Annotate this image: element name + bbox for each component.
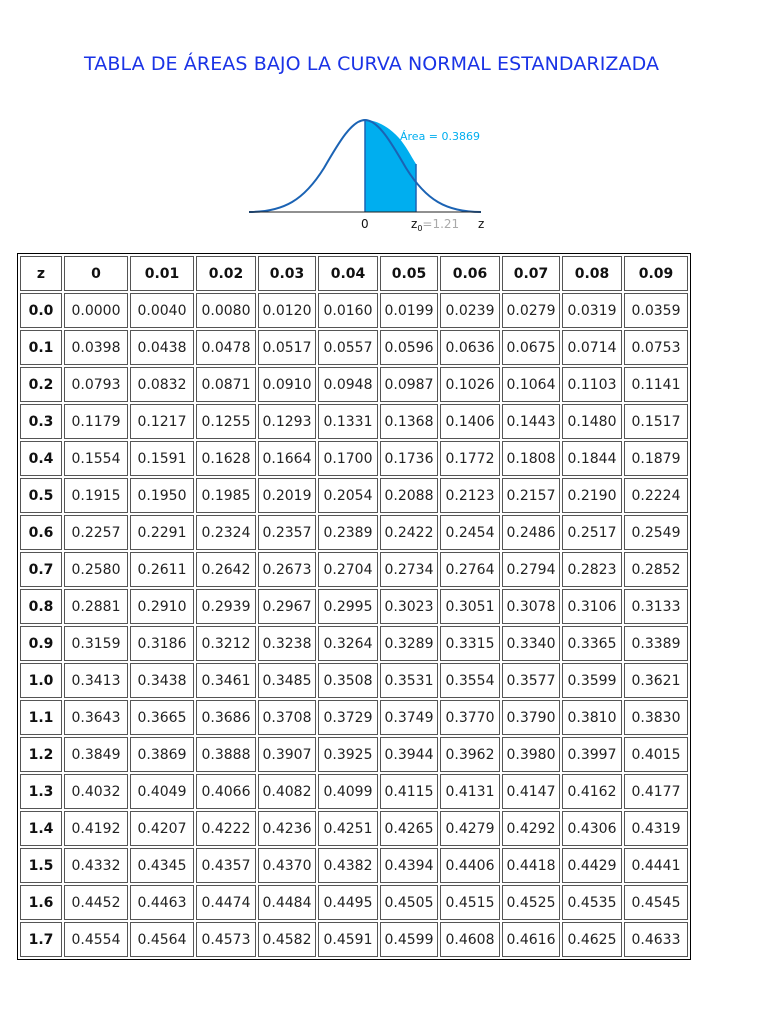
table-cell: 0.0438: [130, 330, 194, 365]
table-cell: 0.1554: [64, 441, 128, 476]
table-cell: 0.0080: [196, 293, 256, 328]
table-cell: 0.4319: [624, 811, 688, 846]
table-row: [20, 774, 688, 809]
row-z-value: 0.6: [20, 515, 62, 550]
table-cell: 0.1591: [130, 441, 194, 476]
row-z-value: 1.3: [20, 774, 62, 809]
table-cell: 0.4625: [562, 922, 622, 957]
table-cell: 0.2123: [440, 478, 500, 513]
table-cell: 0.4554: [64, 922, 128, 957]
table-cell: 0.1985: [196, 478, 256, 513]
column-header: 0.02: [196, 256, 256, 291]
row-z-value: 0.7: [20, 552, 62, 587]
table-cell: 0.3389: [624, 626, 688, 661]
table-cell: 0.3159: [64, 626, 128, 661]
table-cell: 0.1217: [130, 404, 194, 439]
table-cell: 0.2454: [440, 515, 500, 550]
table-cell: 0.2611: [130, 552, 194, 587]
table-cell: 0.1064: [502, 367, 560, 402]
table-cell: 0.3264: [318, 626, 378, 661]
z0-subscript: 0: [417, 224, 423, 233]
table-cell: 0.4357: [196, 848, 256, 883]
table-cell: 0.4049: [130, 774, 194, 809]
table-cell: 0.4564: [130, 922, 194, 957]
table-cell: 0.4115: [380, 774, 438, 809]
table-cell: 0.3340: [502, 626, 560, 661]
table-cell: 0.4382: [318, 848, 378, 883]
table-cell: 0.0793: [64, 367, 128, 402]
table-cell: 0.4236: [258, 811, 316, 846]
table-row: [20, 478, 688, 513]
row-z-value: 1.6: [20, 885, 62, 920]
table-cell: 0.4082: [258, 774, 316, 809]
table-cell: 0.4452: [64, 885, 128, 920]
table-cell: 0.0359: [624, 293, 688, 328]
table-cell: 0.3790: [502, 700, 560, 735]
table-cell: 0.0279: [502, 293, 560, 328]
column-header: z: [20, 256, 62, 291]
table-body: [20, 293, 688, 957]
table-cell: 0.3238: [258, 626, 316, 661]
table-cell: 0.2257: [64, 515, 128, 550]
table-cell: 0.3599: [562, 663, 622, 698]
table-cell: 0.4474: [196, 885, 256, 920]
table-cell: 0.1026: [440, 367, 500, 402]
table-cell: 0.0557: [318, 330, 378, 365]
table-cell: 0.3869: [130, 737, 194, 772]
table-cell: 0.2422: [380, 515, 438, 550]
row-z-value: 0.8: [20, 589, 62, 624]
table-cell: 0.2190: [562, 478, 622, 513]
column-header: 0.09: [624, 256, 688, 291]
table-cell: 0.2324: [196, 515, 256, 550]
table-cell: 0.3554: [440, 663, 500, 698]
table-cell: 0.4573: [196, 922, 256, 957]
row-z-value: 0.9: [20, 626, 62, 661]
table-cell: 0.2291: [130, 515, 194, 550]
table-cell: 0.3770: [440, 700, 500, 735]
table-cell: 0.1664: [258, 441, 316, 476]
table-cell: 0.2088: [380, 478, 438, 513]
table-cell: 0.4394: [380, 848, 438, 883]
table-cell: 0.3907: [258, 737, 316, 772]
table-cell: 0.3962: [440, 737, 500, 772]
table-cell: 0.4177: [624, 774, 688, 809]
table-cell: 0.4207: [130, 811, 194, 846]
table-cell: 0.2054: [318, 478, 378, 513]
table-cell: 0.4162: [562, 774, 622, 809]
table-cell: 0.3621: [624, 663, 688, 698]
table-cell: 0.2967: [258, 589, 316, 624]
column-header: 0: [64, 256, 128, 291]
table-cell: 0.3106: [562, 589, 622, 624]
column-header: 0.01: [130, 256, 194, 291]
table-row: [20, 885, 688, 920]
table-cell: 0.3413: [64, 663, 128, 698]
table-cell: 0.4306: [562, 811, 622, 846]
row-z-value: 1.2: [20, 737, 62, 772]
row-z-value: 0.0: [20, 293, 62, 328]
table-row: [20, 922, 688, 957]
row-z-value: 1.7: [20, 922, 62, 957]
table-cell: 0.1331: [318, 404, 378, 439]
table-row: [20, 515, 688, 550]
table-cell: 0.3888: [196, 737, 256, 772]
table-cell: 0.1700: [318, 441, 378, 476]
table-cell: 0.2823: [562, 552, 622, 587]
table-cell: 0.0910: [258, 367, 316, 402]
z0-symbol: z: [411, 217, 418, 231]
table-cell: 0.2549: [624, 515, 688, 550]
table-cell: 0.3078: [502, 589, 560, 624]
table-cell: 0.4441: [624, 848, 688, 883]
table-cell: 0.4370: [258, 848, 316, 883]
column-header: 0.04: [318, 256, 378, 291]
table-cell: 0.2995: [318, 589, 378, 624]
table-cell: 0.3749: [380, 700, 438, 735]
table-cell: 0.3686: [196, 700, 256, 735]
table-cell: 0.3461: [196, 663, 256, 698]
table-cell: 0.3830: [624, 700, 688, 735]
table-row: [20, 330, 688, 365]
table-cell: 0.3133: [624, 589, 688, 624]
table-cell: 0.3665: [130, 700, 194, 735]
row-z-value: 0.2: [20, 367, 62, 402]
table-cell: 0.3810: [562, 700, 622, 735]
table-cell: 0.0239: [440, 293, 500, 328]
table-cell: 0.3925: [318, 737, 378, 772]
table-cell: 0.4608: [440, 922, 500, 957]
table-cell: 0.4279: [440, 811, 500, 846]
table-cell: 0.3485: [258, 663, 316, 698]
table-cell: 0.0319: [562, 293, 622, 328]
table-cell: 0.3508: [318, 663, 378, 698]
table-cell: 0.4495: [318, 885, 378, 920]
table-cell: 0.4545: [624, 885, 688, 920]
table-cell: 0.0199: [380, 293, 438, 328]
table-cell: 0.2486: [502, 515, 560, 550]
table-cell: 0.2910: [130, 589, 194, 624]
table-cell: 0.3944: [380, 737, 438, 772]
table-cell: 0.0398: [64, 330, 128, 365]
table-cell: 0.4099: [318, 774, 378, 809]
table-cell: 0.4332: [64, 848, 128, 883]
row-z-value: 0.4: [20, 441, 62, 476]
table-cell: 0.1480: [562, 404, 622, 439]
row-z-value: 0.5: [20, 478, 62, 513]
table-cell: 0.1255: [196, 404, 256, 439]
table-cell: 0.3643: [64, 700, 128, 735]
table-cell: 0.4015: [624, 737, 688, 772]
table-cell: 0.0871: [196, 367, 256, 402]
table-cell: 0.3577: [502, 663, 560, 698]
column-header: 0.07: [502, 256, 560, 291]
table-cell: 0.0675: [502, 330, 560, 365]
table-cell: 0.2764: [440, 552, 500, 587]
table-cell: 0.2881: [64, 589, 128, 624]
table-cell: 0.3729: [318, 700, 378, 735]
table-cell: 0.4484: [258, 885, 316, 920]
table-row: [20, 589, 688, 624]
table-cell: 0.3708: [258, 700, 316, 735]
table-cell: 0.4505: [380, 885, 438, 920]
table-cell: 0.4345: [130, 848, 194, 883]
table-cell: 0.1736: [380, 441, 438, 476]
table-cell: 0.0040: [130, 293, 194, 328]
table-cell: 0.1879: [624, 441, 688, 476]
table-cell: 0.4535: [562, 885, 622, 920]
header-row: [20, 256, 688, 291]
table-cell: 0.1179: [64, 404, 128, 439]
zero-label: 0: [361, 217, 369, 231]
table-cell: 0.1808: [502, 441, 560, 476]
table-cell: 0.4251: [318, 811, 378, 846]
table-cell: 0.4406: [440, 848, 500, 883]
table-cell: 0.2704: [318, 552, 378, 587]
table-cell: 0.3212: [196, 626, 256, 661]
table-cell: 0.0120: [258, 293, 316, 328]
table-cell: 0.1368: [380, 404, 438, 439]
table-cell: 0.4292: [502, 811, 560, 846]
z-table-container: [17, 253, 691, 960]
table-cell: 0.2019: [258, 478, 316, 513]
table-cell: 0.1443: [502, 404, 560, 439]
table-cell: 0.0517: [258, 330, 316, 365]
table-cell: 0.4222: [196, 811, 256, 846]
table-cell: 0.0000: [64, 293, 128, 328]
table-row: [20, 404, 688, 439]
table-cell: 0.4265: [380, 811, 438, 846]
table-cell: 0.0596: [380, 330, 438, 365]
table-cell: 0.4131: [440, 774, 500, 809]
table-cell: 0.4463: [130, 885, 194, 920]
z0-equals: =: [422, 217, 433, 231]
normal-curve-figure: [244, 108, 504, 238]
table-cell: 0.2389: [318, 515, 378, 550]
table-cell: 0.0753: [624, 330, 688, 365]
table-cell: 0.4633: [624, 922, 688, 957]
row-z-value: 0.1: [20, 330, 62, 365]
z0-value: 1.21: [432, 217, 460, 231]
table-cell: 0.2939: [196, 589, 256, 624]
table-cell: 0.4599: [380, 922, 438, 957]
area-label: Área = 0.3869: [400, 130, 481, 143]
table-cell: 0.1772: [440, 441, 500, 476]
table-row: [20, 848, 688, 883]
table-cell: 0.2357: [258, 515, 316, 550]
table-cell: 0.2734: [380, 552, 438, 587]
table-cell: 0.4066: [196, 774, 256, 809]
table-cell: 0.3186: [130, 626, 194, 661]
table-cell: 0.4192: [64, 811, 128, 846]
table-cell: 0.4515: [440, 885, 500, 920]
table-cell: 0.1517: [624, 404, 688, 439]
table-cell: 0.0478: [196, 330, 256, 365]
table-cell: 0.4525: [502, 885, 560, 920]
table-cell: 0.3365: [562, 626, 622, 661]
table-cell: 0.3980: [502, 737, 560, 772]
table-cell: 0.0160: [318, 293, 378, 328]
table-cell: 0.3997: [562, 737, 622, 772]
table-cell: 0.1103: [562, 367, 622, 402]
table-cell: 0.3315: [440, 626, 500, 661]
table-cell: 0.1915: [64, 478, 128, 513]
z-axis-label: z: [478, 217, 485, 231]
column-header: 0.06: [440, 256, 500, 291]
column-header: 0.08: [562, 256, 622, 291]
table-cell: 0.2580: [64, 552, 128, 587]
table-cell: 0.0948: [318, 367, 378, 402]
table-cell: 0.2517: [562, 515, 622, 550]
table-cell: 0.2852: [624, 552, 688, 587]
table-cell: 0.1950: [130, 478, 194, 513]
table-cell: 0.4591: [318, 922, 378, 957]
table-cell: 0.2642: [196, 552, 256, 587]
table-cell: 0.4582: [258, 922, 316, 957]
table-cell: 0.3531: [380, 663, 438, 698]
table-cell: 0.1141: [624, 367, 688, 402]
table-cell: 0.2673: [258, 552, 316, 587]
table-cell: 0.1293: [258, 404, 316, 439]
table-row: [20, 663, 688, 698]
row-z-value: 0.3: [20, 404, 62, 439]
table-cell: 0.3289: [380, 626, 438, 661]
row-z-value: 1.1: [20, 700, 62, 735]
table-row: [20, 626, 688, 661]
column-header: 0.05: [380, 256, 438, 291]
page-title: TABLA DE ÁREAS BAJO LA CURVA NORMAL ESTANDARIZADA: [84, 53, 660, 75]
table-cell: 0.4032: [64, 774, 128, 809]
table-cell: 0.0714: [562, 330, 622, 365]
table-cell: 0.3051: [440, 589, 500, 624]
table-cell: 0.3849: [64, 737, 128, 772]
table-cell: 0.0832: [130, 367, 194, 402]
table-cell: 0.2794: [502, 552, 560, 587]
z-table: [18, 254, 690, 959]
row-z-value: 1.5: [20, 848, 62, 883]
table-cell: 0.0636: [440, 330, 500, 365]
table-cell: 0.0987: [380, 367, 438, 402]
table-cell: 0.1406: [440, 404, 500, 439]
table-cell: 0.4147: [502, 774, 560, 809]
z0-label: [411, 217, 459, 233]
table-cell: 0.4418: [502, 848, 560, 883]
table-row: [20, 737, 688, 772]
column-header: 0.03: [258, 256, 316, 291]
table-cell: 0.1628: [196, 441, 256, 476]
table-cell: 0.4429: [562, 848, 622, 883]
table-cell: 0.3023: [380, 589, 438, 624]
table-row: [20, 811, 688, 846]
row-z-value: 1.0: [20, 663, 62, 698]
table-row: [20, 293, 688, 328]
table-cell: 0.2157: [502, 478, 560, 513]
table-cell: 0.3438: [130, 663, 194, 698]
table-row: [20, 367, 688, 402]
table-row: [20, 441, 688, 476]
table-cell: 0.4616: [502, 922, 560, 957]
row-z-value: 1.4: [20, 811, 62, 846]
table-cell: 0.1844: [562, 441, 622, 476]
table-row: [20, 552, 688, 587]
table-row: [20, 700, 688, 735]
table-cell: 0.2224: [624, 478, 688, 513]
